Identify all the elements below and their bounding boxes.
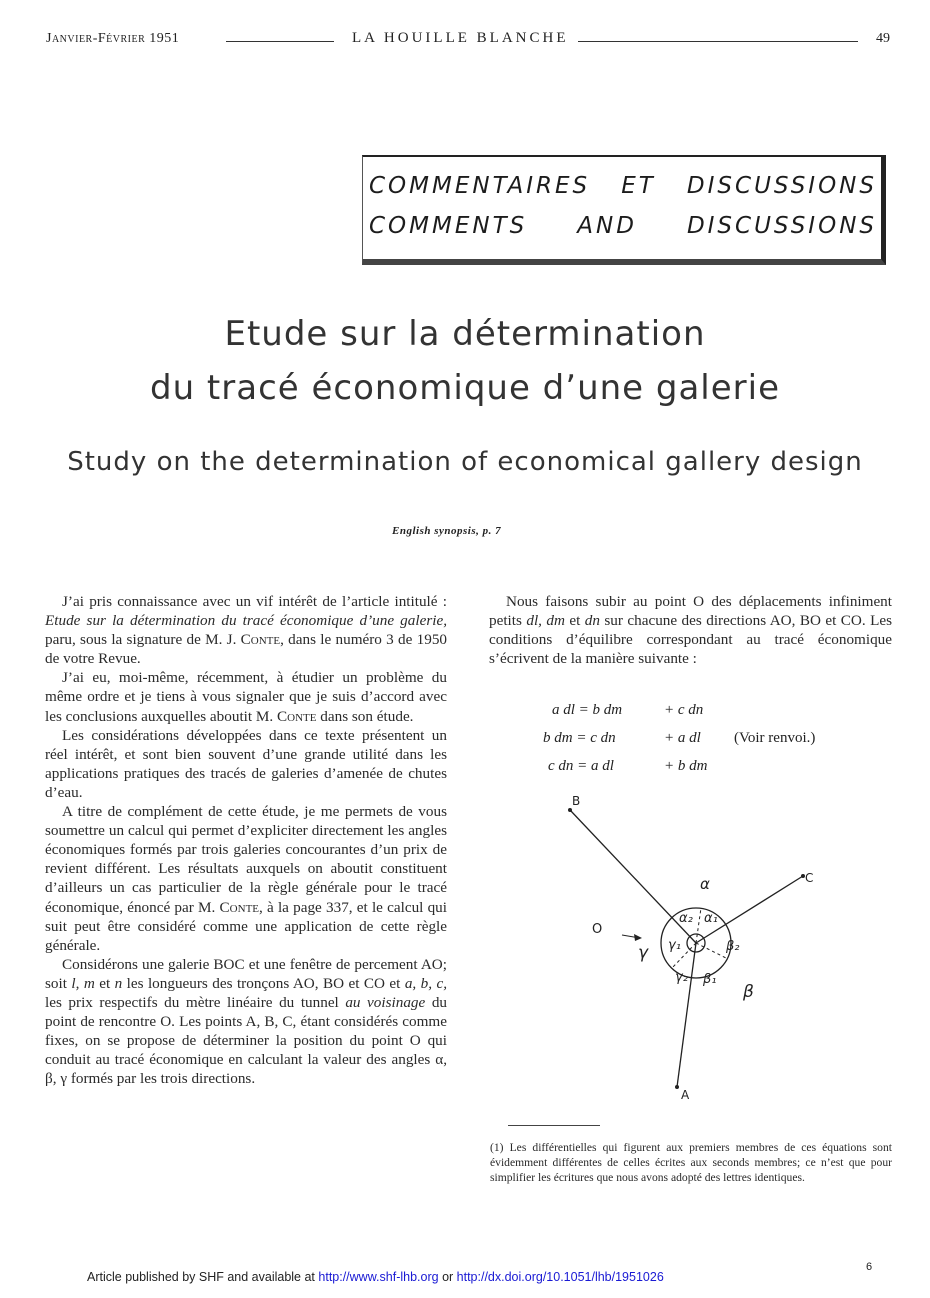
page-mark: 6 bbox=[866, 1261, 873, 1273]
line-ao bbox=[677, 943, 696, 1087]
section-heading-fr: COMMENTAIRES ET DISCUSSIONS bbox=[369, 173, 877, 199]
right-column bbox=[489, 592, 892, 668]
line-bo bbox=[570, 810, 696, 943]
label-o: O bbox=[592, 922, 603, 937]
paragraph: Considérons une galerie BOC et une fenêtre de percement AO; soit l, m et n les longueurs des tronçons AO, BO et CO et a, b, c, les prix respectifs du mètre linéaire du tunnel au voisinage du point de rencontre O. Les points A, B, C, étant considérés comme fixes, on se propose de déterminer la position du point O qui conduit au tracé économique en calculant la valeur des angles α, β, γ formés par les trois directions. bbox=[45, 955, 448, 1088]
equation-2: b dm = c dn bbox=[543, 730, 616, 746]
label-beta1: β₁ bbox=[703, 972, 717, 987]
paragraph: Les considérations développées dans ce texte présentent un réel intérêt, et sont bien souvent d’une grande utilité dans les applications pratiques des tracés de galeries d’amenée de chutes d’eau. bbox=[45, 726, 447, 801]
label-alpha2: α₂ bbox=[679, 911, 693, 926]
label-beta2: β₂ bbox=[726, 939, 740, 954]
article-title-fr-line1: Etude sur la détermination bbox=[224, 314, 706, 354]
paragraph: Nous faisons subir au point O des déplacements infiniment petits dl, dm et dn sur chacune des directions AO, BO et CO. Les conditions d’équilibre correspondant au tracé économique s’écrivent de la manière suivante : bbox=[489, 593, 893, 668]
footnote: (1) Les différentielles qui figurent aux premiers membres de ces équations sont évidemment différentes de celles écrites aux seconds membres; ce n’est que pour simplifier les écritures que nous avons adopté des lettres identiques. bbox=[490, 1141, 892, 1184]
doi-link[interactable]: http://dx.doi.org/10.1051/lhb/1951026 bbox=[456, 1270, 664, 1284]
equation-note: (Voir renvoi.) bbox=[734, 730, 816, 746]
paragraph: A titre de complément de cette étude, je me permets de vous soumettre un calcul qui permet d’expliciter directement les angles économiques formés par trois galeries concourantes d’un prix de revient différent. Les résultats auxquels on aboutit constituent d’ailleurs un cas particulier de la règle générale pour le tracé économique, énoncé par M. Conte, à la page 337, et le calcul qui suit peut être considéré comme une application de cette règle générale. bbox=[45, 803, 447, 954]
equation-1-rhs: + c dn bbox=[664, 702, 704, 718]
label-alpha1: α₁ bbox=[704, 911, 718, 926]
label-alpha: α bbox=[700, 875, 710, 893]
label-c: C bbox=[805, 871, 814, 885]
section-heading-en: COMMENTS AND DISCUSSIONS bbox=[369, 213, 877, 239]
equation-3: c dn = a dl bbox=[548, 758, 614, 774]
label-gamma2: γ₂ bbox=[675, 970, 688, 985]
publication-footer: Article published by SHF and available at http://www.shf-lhb.org or http://dx.doi.org/10.1051/lhb/1951026 bbox=[87, 1270, 664, 1284]
equation-1: a dl = b dm bbox=[552, 702, 623, 718]
label-beta: β bbox=[743, 982, 754, 1002]
equation-2-rhs: + a dl bbox=[664, 730, 701, 746]
line-co bbox=[696, 876, 803, 943]
section-heading-box bbox=[362, 155, 886, 265]
article-title-en: Study on the determination of economical gallery design bbox=[67, 447, 863, 477]
paragraph: J’ai eu, moi-même, récemment, à étudier un problème du même ordre et je tiens à vous signaler que je suis d’accord avec les conclusions auxquelles aboutit M. Conte dans son étude. bbox=[45, 669, 447, 725]
shf-link[interactable]: http://www.shf-lhb.org bbox=[318, 1270, 439, 1284]
header-rule-left bbox=[226, 41, 334, 42]
footnote-rule bbox=[508, 1125, 600, 1126]
paragraph: J’ai pris connaissance avec un vif intérêt de l’article intitulé : Etude sur la détermination du tracé économique d’une galerie, paru, sous la signature de M. J. Conte, dans le numéro 3 de 1950 de votre Revue. bbox=[45, 593, 448, 668]
gallery-junction-diagram bbox=[560, 785, 840, 1105]
left-column bbox=[45, 592, 447, 1088]
label-gamma1: γ₁ bbox=[668, 938, 681, 953]
header-rule-right bbox=[578, 41, 858, 42]
english-synopsis-note: English synopsis, p. 7 bbox=[392, 525, 502, 537]
journal-name: LA HOUILLE BLANCHE bbox=[352, 30, 569, 46]
equation-3-rhs: + b dm bbox=[664, 758, 708, 774]
article-title-fr-line2: du tracé économique d’une galerie bbox=[149, 368, 781, 408]
label-a: A bbox=[681, 1088, 690, 1102]
page-number: 49 bbox=[876, 31, 890, 46]
label-b: B bbox=[572, 794, 581, 808]
issue-date: Janvier-Février 1951 bbox=[46, 31, 180, 46]
label-gamma: γ bbox=[638, 943, 649, 963]
